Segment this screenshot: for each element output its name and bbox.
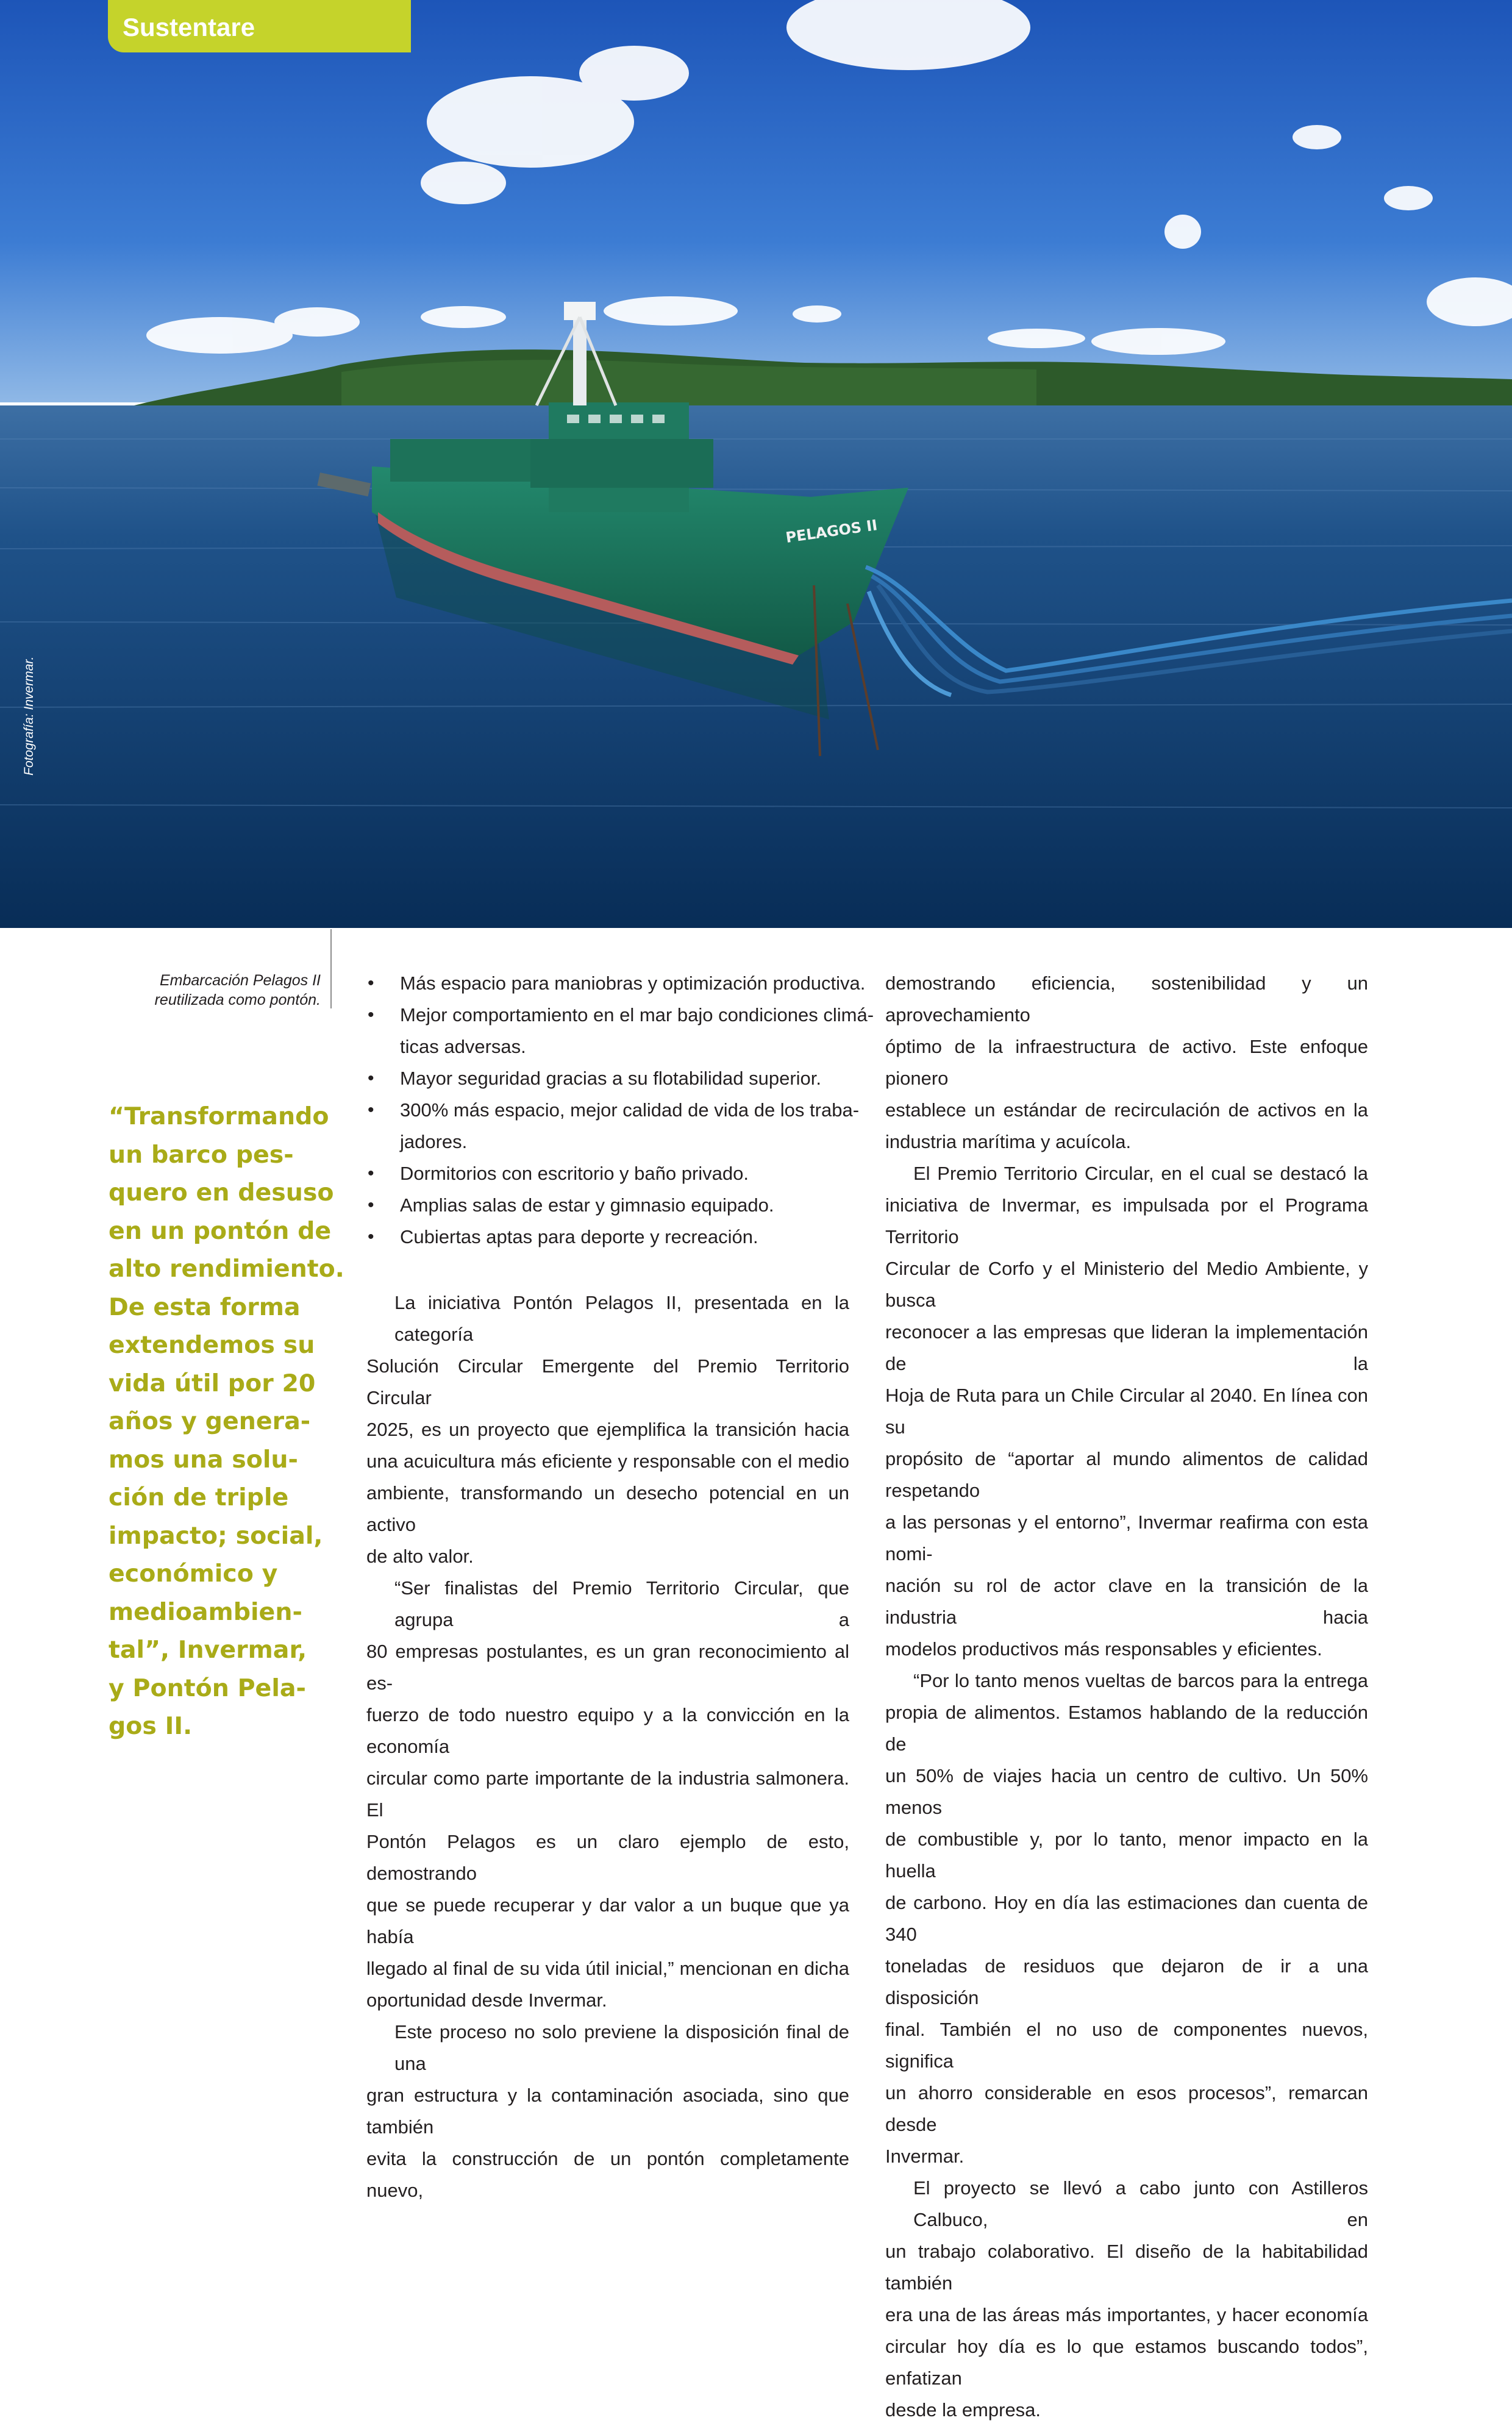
- text-line: desde la empresa.: [885, 2399, 1041, 2421]
- caption-line: Embarcación Pelagos II: [159, 972, 321, 989]
- text-line: final. También el no uso de componentes nuevos, significa: [885, 2019, 1368, 2072]
- text-line: Hoja de Ruta para un Chile Circular al 2040. En línea con su: [885, 1385, 1368, 1438]
- text-line: reconocer a las empresas que lideran la implementación de la: [885, 1321, 1368, 1374]
- body-column-right: [885, 968, 1368, 2426]
- text-line: Solución Circular Emergente del Premio Territorio Circular: [366, 1355, 849, 1408]
- text-line: toneladas de residuos que dejaron de ir a una disposición: [885, 1955, 1368, 2008]
- quote-line: y Pontón Pela-: [109, 1674, 306, 1702]
- text-line: modelos productivos más responsables y eficientes.: [885, 1638, 1322, 1660]
- section-tab: Sustentare: [108, 0, 411, 52]
- bullet-item: [366, 968, 866, 999]
- bullet-line: ticas adversas.: [400, 1036, 526, 1057]
- quote-line: quero en desuso: [109, 1179, 334, 1207]
- text-line: óptimo de la infraestructura de activo. Este enfoque pionero: [885, 1036, 1368, 1089]
- bullet-line: • Dormitorios con escritorio y baño privado.: [400, 1163, 749, 1184]
- quote-line: gos II.: [109, 1712, 193, 1740]
- text-line: fuerzo de todo nuestro equipo y a la convicción en la economía: [366, 1704, 849, 1757]
- text-line: de combustible y, por lo tanto, menor impacto en la huella: [885, 1828, 1368, 1882]
- quote-line: medioambien-: [109, 1597, 302, 1626]
- body-column-middle: [366, 968, 874, 2207]
- bullet-line: • Cubiertas aptas para deporte y recreación.: [400, 1226, 758, 1247]
- text-line: una acuicultura más eficiente y responsable con el medio: [366, 1450, 849, 1472]
- text-line: Pontón Pelagos es un claro ejemplo de esto, demostrando: [366, 1831, 849, 1884]
- text-line: iniciativa de Invermar, es impulsada por el Programa Territorio: [885, 1194, 1368, 1247]
- bullet-line: jadores.: [400, 1131, 468, 1152]
- quote-line: De esta forma: [109, 1293, 301, 1321]
- photo-credit: Fotografía: Invermar.: [22, 656, 36, 776]
- bullet-item: [366, 1221, 849, 1253]
- text-line: propósito de “aportar al mundo alimentos de calidad respetando: [885, 1448, 1368, 1501]
- photo-caption: [91, 971, 321, 1010]
- text-line: de alto valor.: [366, 1546, 474, 1567]
- text-line: de carbono. Hoy en día las estimaciones dan cuenta de 340: [885, 1892, 1368, 1945]
- paragraph: [366, 2016, 849, 2207]
- text-line: El proyecto se llevó a cabo junto con Astilleros Calbuco, en: [913, 2177, 1368, 2230]
- text-line: nación su rol de actor clave en la transición de la industria hacia: [885, 1575, 1368, 1628]
- bullet-line: • Más espacio para maniobras y optimización productiva.: [400, 972, 866, 994]
- bullet-line: • 300% más espacio, mejor calidad de vida de los traba-: [400, 1099, 860, 1121]
- quote-line: ción de triple: [109, 1483, 289, 1511]
- quote-line: años y genera-: [109, 1407, 311, 1435]
- paragraph: [885, 1665, 1368, 2172]
- vessel-name-text: PELAGOS II: [784, 516, 879, 546]
- quote-line: mos una solu-: [109, 1445, 298, 1474]
- text-line: 80 empresas postulantes, es un gran reconocimiento al es-: [366, 1641, 849, 1694]
- text-line: “Ser finalistas del Premio Territorio Circular, que agrupa a: [394, 1577, 849, 1630]
- caption-divider: [330, 929, 332, 1008]
- quote-line: alto rendimiento.: [109, 1255, 344, 1283]
- paragraph: [885, 968, 1368, 1158]
- bullet-line: • Mejor comportamiento en el mar bajo condiciones climá-: [400, 1004, 874, 1026]
- text-line: a las personas y el entorno”, Invermar reafirma con esta nomi-: [885, 1511, 1368, 1564]
- text-line: un 50% de viajes hacia un centro de cultivo. Un 50% menos: [885, 1765, 1368, 1818]
- text-line: demostrando eficiencia, sostenibilidad y un aprovechamiento: [885, 972, 1368, 1026]
- text-line: circular como parte importante de la industria salmonera. El: [366, 1768, 849, 1821]
- text-line: circular hoy día es lo que estamos buscando todos”, enfatizan: [885, 2336, 1368, 2389]
- quote-line: tal”, Invermar,: [109, 1636, 307, 1664]
- bullet-item: [366, 1094, 860, 1158]
- quote-line: extendemos su: [109, 1331, 315, 1359]
- quote-line: “Transformando: [109, 1102, 329, 1130]
- paragraph: [366, 1572, 849, 2016]
- bullet-item: [366, 1158, 849, 1190]
- bullet-item: [366, 1190, 849, 1221]
- text-line: que se puede recuperar y dar valor a un buque que ya había: [366, 1894, 849, 1947]
- text-line: Este proceso no solo previene la disposición final de una: [394, 2021, 849, 2074]
- text-line: evita la construcción de un pontón completamente nuevo,: [366, 2148, 849, 2201]
- text-line: oportunidad desde Invermar.: [366, 1989, 607, 2011]
- caption-line: reutilizada como pontón.: [154, 991, 321, 1008]
- text-line: establece un estándar de recirculación de activos en la: [885, 1099, 1368, 1121]
- quote-line: vida útil por 20: [109, 1369, 316, 1397]
- pull-quote: [109, 1097, 346, 1746]
- bullet-line: • Mayor seguridad gracias a su flotabilidad superior.: [400, 1068, 821, 1089]
- text-line: ambiente, transformando un desecho potencial en un activo: [366, 1482, 849, 1535]
- text-line: un ahorro considerable en esos procesos”, remarcan desde: [885, 2082, 1368, 2135]
- text-line: un trabajo colaborativo. El diseño de la habitabilidad también: [885, 2241, 1368, 2294]
- text-line: El Premio Territorio Circular, en el cual se destacó la: [913, 1163, 1368, 1184]
- text-line: gran estructura y la contaminación asociada, sino que también: [366, 2085, 849, 2138]
- quote-line: en un pontón de: [109, 1216, 332, 1245]
- paragraph: [885, 2172, 1368, 2426]
- bullet-item: [366, 999, 874, 1063]
- pontoon-photo-illustration: [0, 0, 1512, 928]
- text-line: La iniciativa Pontón Pelagos II, presentada en la categoría: [394, 1292, 849, 1345]
- quote-line: económico y: [109, 1560, 278, 1588]
- hero-photo: [0, 0, 1512, 928]
- quote-line: un barco pes-: [109, 1140, 294, 1169]
- text-line: industria marítima y acuícola.: [885, 1131, 1132, 1152]
- text-line: Invermar.: [885, 2146, 965, 2167]
- text-line: “Por lo tanto menos vueltas de barcos para la entrega: [913, 1670, 1368, 1691]
- text-line: propia de alimentos. Estamos hablando de la reducción de: [885, 1702, 1368, 1755]
- paragraph: [885, 1158, 1368, 1665]
- text-line: 2025, es un proyecto que ejemplifica la transición hacia: [366, 1419, 849, 1440]
- text-line: era una de las áreas más importantes, y hacer economía: [885, 2304, 1368, 2325]
- quote-line: impacto; social,: [109, 1521, 323, 1550]
- text-line: Circular de Corfo y el Ministerio del Medio Ambiente, y busca: [885, 1258, 1368, 1311]
- text-line: llegado al final de su vida útil inicial,” mencionan en dicha: [366, 1958, 849, 1979]
- paragraph: [366, 1287, 849, 1572]
- bullet-line: • Amplias salas de estar y gimnasio equipado.: [400, 1194, 774, 1216]
- bullet-item: [366, 1063, 849, 1094]
